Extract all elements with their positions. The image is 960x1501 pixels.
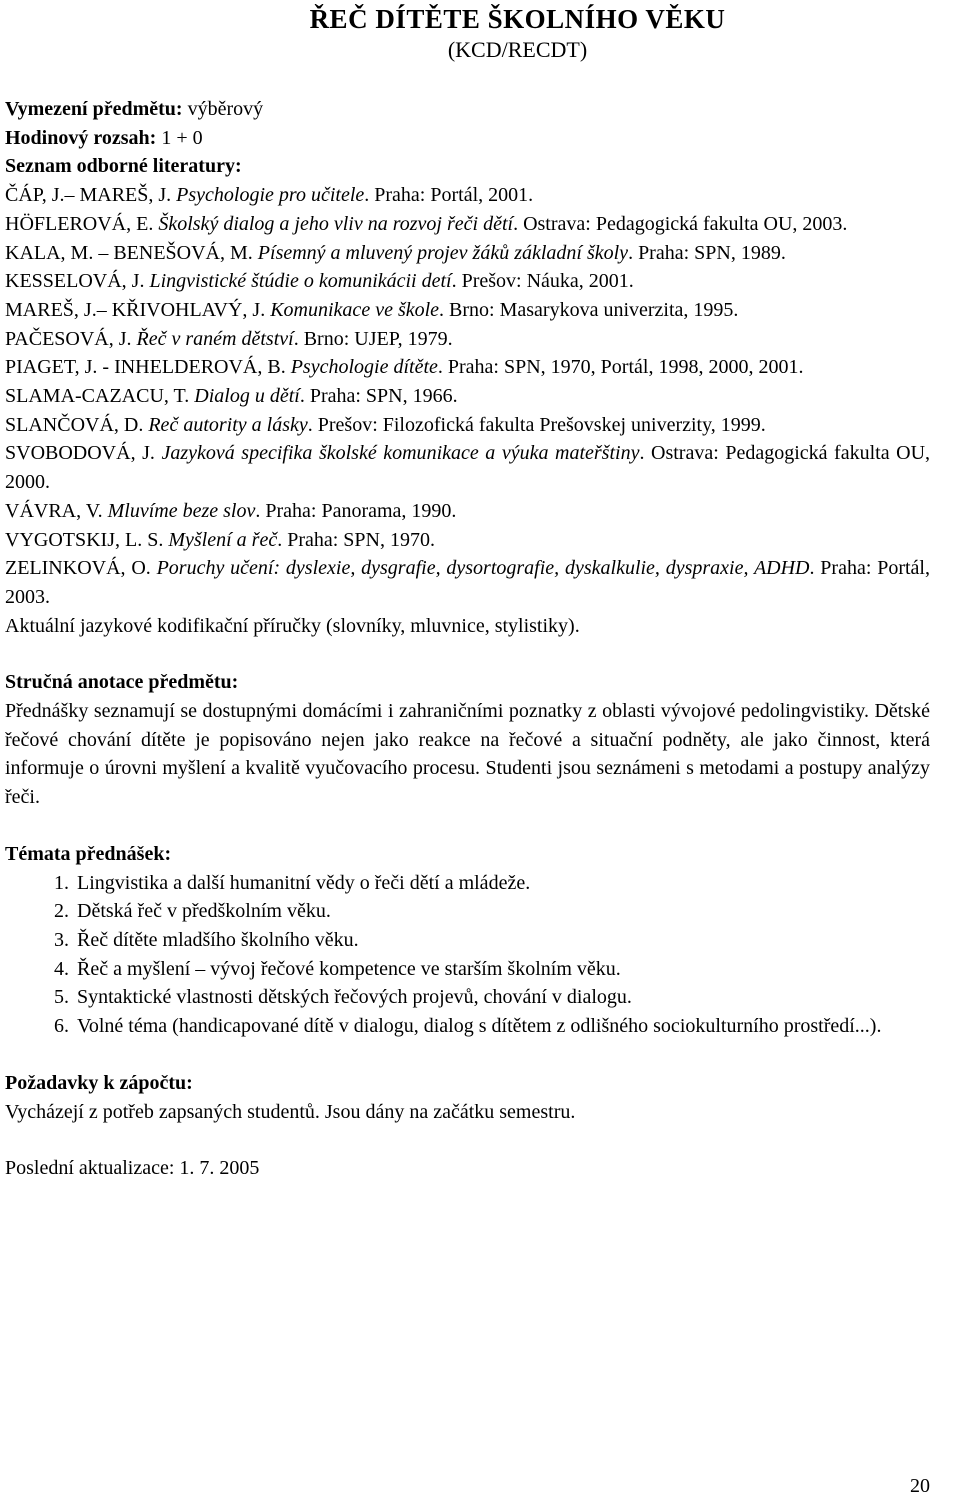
reference-item	[5, 325, 930, 354]
topics-heading: Témata přednášek:	[5, 842, 172, 865]
last-update: Poslední aktualizace: 1. 7. 2005	[5, 1157, 260, 1180]
reference-title: Lingvistické štúdie o komunikácii detí	[149, 270, 452, 293]
reference-title: Poruchy učení: dyslexie, dysgrafie, dysortografie, dyskalkulie, dyspraxie, ADHD	[156, 557, 810, 580]
reference-author: SVOBODOVÁ, J.	[5, 442, 155, 465]
reference-item	[5, 526, 930, 555]
document-body	[5, 95, 930, 1183]
topic-text: Volné téma (handicapované dítě v dialogu, dialog s dítětem z odlišného sociokulturního prostředí...).	[77, 1015, 882, 1038]
reference-title: Myšlení a řeč	[168, 528, 278, 551]
course-code: (KCD/RECDT)	[447, 37, 588, 62]
reference-title: Mluvíme beze slov	[107, 499, 256, 522]
reference-title: Řeč v raném dětství	[136, 327, 294, 350]
topic-number: 1.	[54, 871, 69, 894]
reference-item	[5, 382, 930, 411]
reference-publisher: . Ostrava: Pedagogická fakulta OU, 2000.	[5, 442, 931, 494]
reference-item	[5, 239, 930, 268]
reference-publisher: . Praha: SPN, 1989.	[628, 241, 786, 264]
reference-title: Psychologie pro učitele	[176, 184, 365, 207]
topic-item	[5, 897, 930, 926]
topic-text: Lingvistika a další humanitní vědy o řeči dětí a mládeže.	[77, 871, 531, 894]
topic-text: Dětská řeč v předškolním věku.	[77, 900, 331, 923]
reference-title: Školský dialog a jeho vliv na rozvoj řeči dětí	[158, 212, 514, 235]
page-title: ŘEČ DÍTĚTE ŠKOLNÍHO VĚKU	[309, 4, 726, 34]
reference-publisher: . Praha: Panorama, 1990.	[255, 499, 457, 522]
reference-author: KESSELOVÁ, J.	[5, 270, 145, 293]
hours-value: 1 + 0	[161, 126, 203, 149]
topic-item	[5, 1012, 930, 1041]
reference-title: Jazyková specifika školské komunikace a výuka mateřštiny	[161, 442, 640, 465]
page-number: 20	[910, 1475, 930, 1497]
reference-author: SLANČOVÁ, D.	[5, 413, 144, 436]
reference-publisher: . Praha: Portál, 2001.	[364, 184, 534, 207]
reference-author: VYGOTSKIJ, L. S.	[5, 528, 164, 551]
references-note: Aktuální jazykové kodifikační příručky (slovníky, mluvnice, stylistiky).	[5, 614, 580, 637]
course-type-label: Vymezení předmětu:	[5, 98, 183, 120]
reference-author: HÖFLEROVÁ, E.	[5, 212, 154, 235]
topic-item	[5, 983, 930, 1012]
hours-label: Hodinový rozsah:	[5, 126, 157, 149]
reference-item	[5, 296, 930, 325]
reference-publisher: . Praha: Portál, 2003.	[5, 557, 930, 608]
topic-text: Řeč dítěte mladšího školního věku.	[77, 928, 359, 951]
reference-author: PAČESOVÁ, J.	[5, 327, 132, 350]
reference-publisher: . Prešov: Náuka, 2001.	[451, 270, 634, 293]
reference-publisher: . Prešov: Filozofická fakulta Prešovskej univerzity, 1999.	[307, 413, 766, 436]
reference-title: Komunikace ve škole	[270, 298, 440, 321]
reference-item	[5, 210, 930, 239]
reference-title: Dialog u dětí	[194, 385, 300, 408]
reference-author: SLAMA-CAZACU, T.	[5, 385, 190, 408]
reference-item	[5, 267, 930, 296]
course-type-value: výběrový	[187, 98, 264, 120]
reference-author: KALA, M. – BENEŠOVÁ, M.	[5, 241, 253, 264]
reference-publisher: . Praha: SPN, 1970, Portál, 1998, 2000, 2001.	[437, 356, 804, 379]
topic-text: Řeč a myšlení – vývoj řečové kompetence ve starším školním věku.	[77, 957, 621, 980]
topic-number: 2.	[54, 900, 69, 923]
hours-line	[5, 124, 930, 153]
course-type-line	[5, 95, 930, 124]
requirements-text: Vycházejí z potřeb zapsaných studentů. Jsou dány na začátku semestru.	[5, 1100, 576, 1123]
topics-list	[5, 869, 930, 1041]
topic-number: 4.	[54, 957, 69, 980]
annotation-text: Přednášky seznamují se dostupnými domácími i zahraničními poznatky z oblasti vývojové pedolingvistiky. Dětské řečové chování dítěte je popisováno nejen jako reakce na řečové a situační podněty, ale jako činnost, která informuje o úrovni myšlení a kvalitě vyučovacího procesu. Studenti jsou seznámeni s metodami a postupy analýzy řeči.	[5, 700, 930, 809]
reference-item	[5, 411, 930, 440]
reference-item	[5, 497, 930, 526]
reference-item	[5, 181, 930, 210]
literature-heading: Seznam odborné literatury:	[5, 155, 242, 178]
topic-item	[5, 926, 930, 955]
reference-item	[5, 439, 930, 496]
reference-title: Písemný a mluvený projev žáků základní školy	[257, 241, 629, 264]
topic-item	[5, 869, 930, 898]
reference-publisher: . Ostrava: Pedagogická fakulta OU, 2003.	[513, 212, 848, 235]
reference-item	[5, 353, 930, 382]
reference-publisher: . Brno: UJEP, 1979.	[293, 327, 453, 350]
topic-text: Syntaktické vlastnosti dětských řečových projevů, chování v dialogu.	[77, 986, 632, 1009]
reference-author: MAREŠ, J.– KŘIVOHLAVÝ, J.	[5, 298, 266, 321]
reference-publisher: . Praha: SPN, 1966.	[299, 385, 458, 408]
reference-title: Reč autority a lásky	[148, 413, 308, 436]
reference-author: ZELINKOVÁ, O.	[5, 557, 151, 580]
reference-list	[5, 181, 930, 612]
annotation-heading: Stručná anotace předmětu:	[5, 671, 239, 694]
topic-number: 5.	[54, 986, 69, 1009]
topic-item	[5, 955, 930, 984]
reference-title: Psychologie dítěte	[290, 356, 438, 379]
reference-publisher: . Brno: Masarykova univerzita, 1995.	[439, 298, 739, 321]
requirements-heading: Požadavky k zápočtu:	[5, 1071, 193, 1094]
topic-number: 3.	[54, 928, 69, 951]
topic-number: 6.	[54, 1015, 69, 1038]
reference-item	[5, 554, 930, 611]
reference-author: VÁVRA, V.	[5, 499, 103, 522]
reference-author: PIAGET, J. - INHELDEROVÁ, B.	[5, 356, 286, 379]
reference-author: ČÁP, J.– MAREŠ, J.	[5, 184, 172, 207]
reference-publisher: . Praha: SPN, 1970.	[277, 528, 435, 551]
